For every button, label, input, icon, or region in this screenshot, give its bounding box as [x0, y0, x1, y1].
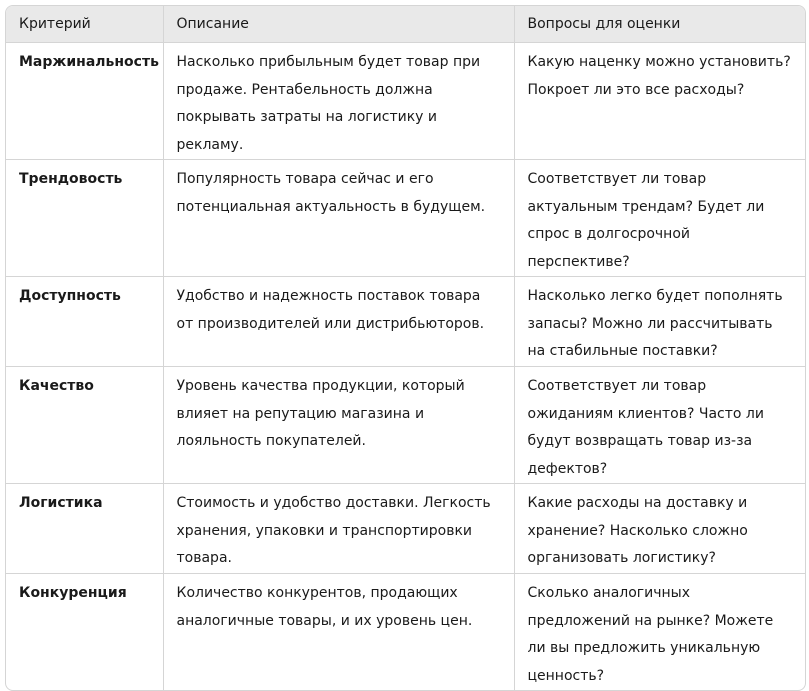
criterion-cell: Доступность: [6, 277, 163, 367]
criterion-cell: Качество: [6, 367, 163, 484]
table-row: [6, 160, 805, 277]
header-description: Описание: [163, 6, 514, 43]
criteria-table: [6, 6, 805, 690]
questions-cell: Какие расходы на доставку и хранение? Насколько сложно организовать логистику?: [514, 484, 805, 574]
header-criterion: Критерий: [6, 6, 163, 43]
description-cell: Количество конкурентов, продающих аналогичные товары, и их уровень цен.: [163, 574, 514, 691]
description-cell: Насколько прибыльным будет товар при продаже. Рентабельность должна покрывать затраты на логистику и рекламу.: [163, 43, 514, 160]
table-row: [6, 574, 805, 691]
table-header-row: [6, 6, 805, 43]
criterion-cell: Логистика: [6, 484, 163, 574]
table-row: [6, 43, 805, 160]
description-cell: Уровень качества продукции, который влияет на репутацию магазина и лояльность покупателей.: [163, 367, 514, 484]
criterion-cell: Трендовость: [6, 160, 163, 277]
questions-cell: Сколько аналогичных предложений на рынке? Можете ли вы предложить уникальную ценность?: [527, 585, 774, 684]
questions-cell: Соответствует ли товар ожиданиям клиентов? Часто ли будут возвращать товар из-за дефектов?: [514, 367, 805, 484]
questions-cell: Соответствует ли товар актуальным трендам? Будет ли спрос в долгосрочной перспективе?: [514, 160, 805, 277]
criterion-cell: Конкуренция: [6, 574, 163, 691]
description-cell: Удобство и надежность поставок товара от производителей или дистрибьюторов.: [163, 277, 514, 367]
description-cell: Популярность товара сейчас и его потенциальная актуальность в будущем.: [163, 160, 514, 277]
criteria-table-container: [5, 5, 806, 691]
criterion-cell: Маржинальность: [6, 43, 163, 160]
table-row: [6, 484, 805, 574]
header-questions: Вопросы для оценки: [514, 6, 805, 43]
table-row: [6, 367, 805, 484]
description-cell: Стоимость и удобство доставки. Легкость хранения, упаковки и транспортировки товара.: [163, 484, 514, 574]
table-row: [6, 277, 805, 367]
questions-cell: Насколько легко будет пополнять запасы? Можно ли рассчитывать на стабильные поставки?: [514, 277, 805, 367]
questions-cell: Какую наценку можно установить? Покроет ли это все расходы?: [514, 43, 805, 160]
